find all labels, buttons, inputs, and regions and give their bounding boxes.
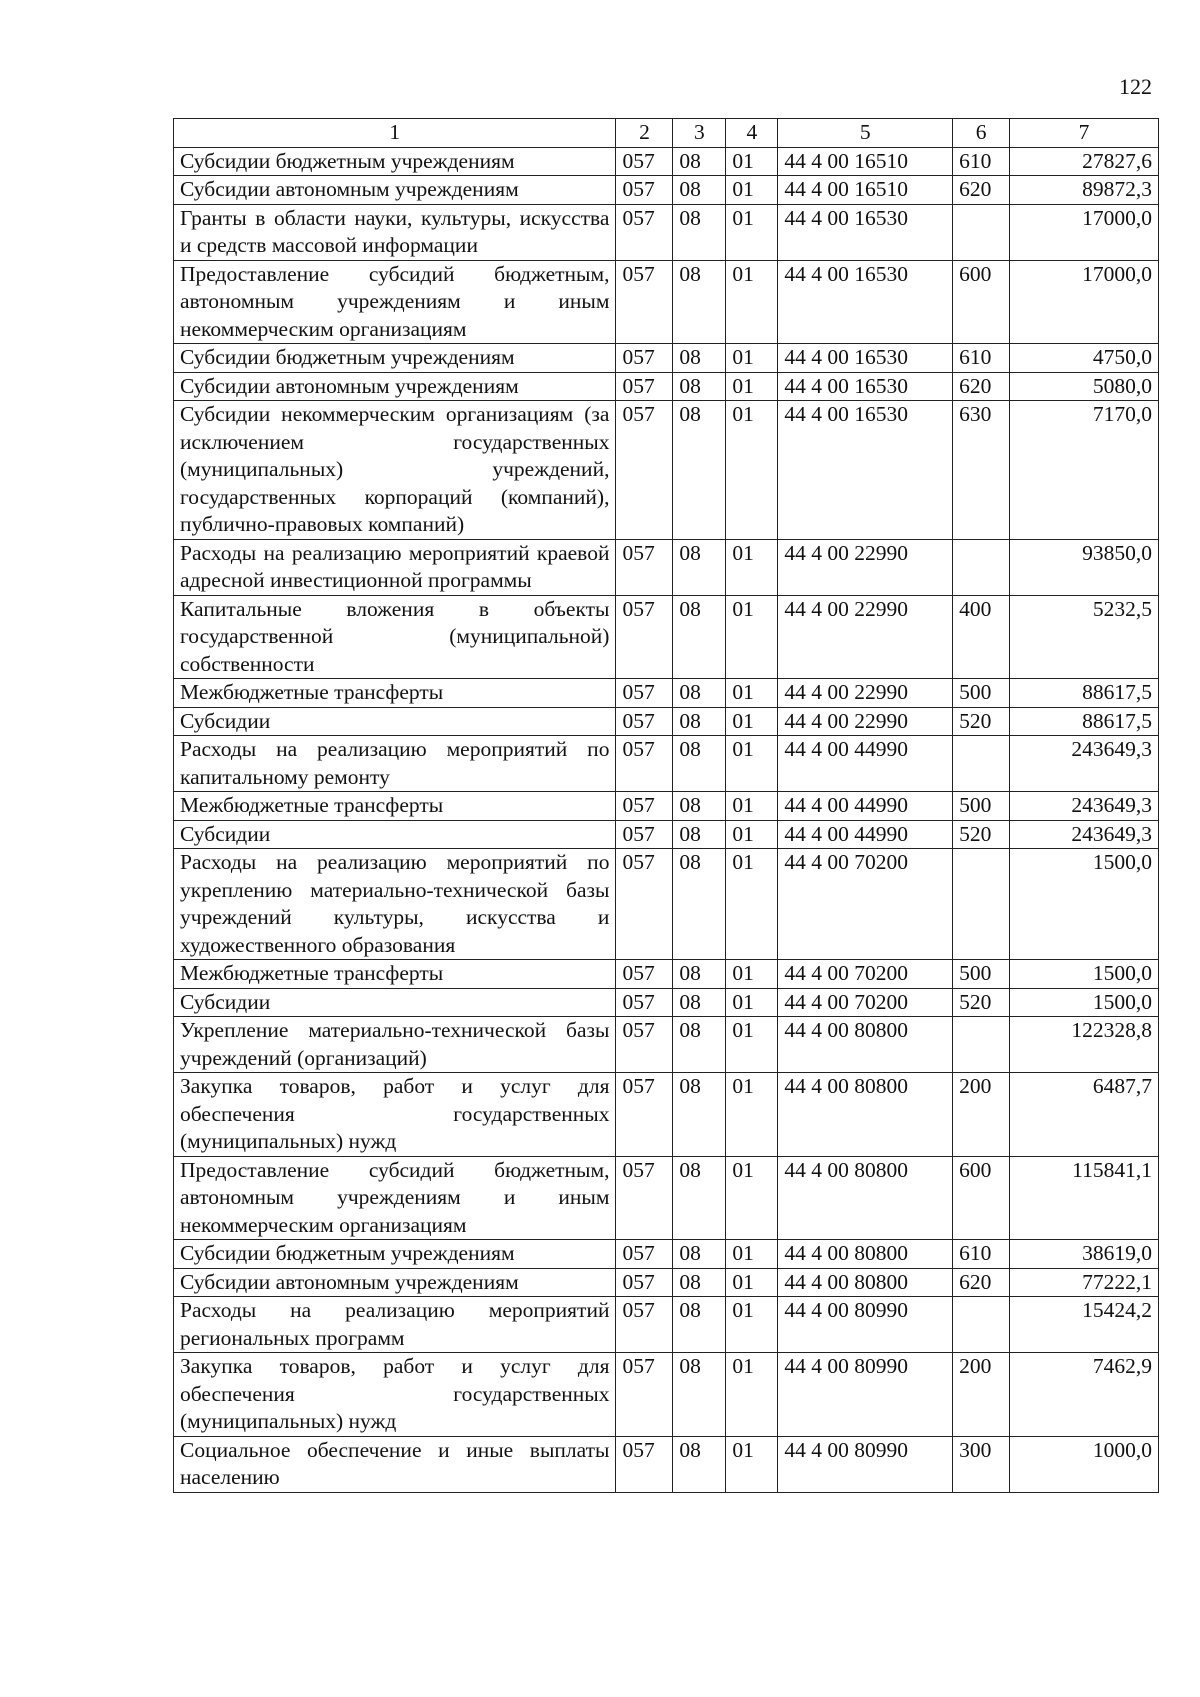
row-ministry-code: 057 — [616, 372, 673, 401]
row-section-code: 08 — [673, 344, 726, 373]
row-section-code: 08 — [673, 960, 726, 989]
table-row — [174, 792, 1159, 821]
row-expense-type — [953, 1017, 1010, 1073]
table-row — [174, 1240, 1159, 1269]
row-expense-type: 500 — [953, 960, 1010, 989]
row-target-article: 44 4 00 22990 — [778, 539, 953, 595]
table-row — [174, 679, 1159, 708]
row-expense-type: 630 — [953, 401, 1010, 540]
row-subsection-code: 01 — [726, 820, 778, 849]
row-name: Предоставление субсидий бюджетным, автономным учреждениям и иным некоммерческим организациям — [174, 260, 616, 344]
row-section-code: 08 — [673, 1017, 726, 1073]
table-row — [174, 849, 1159, 960]
row-name: Капитальные вложения в объекты государственной (муниципальной) собственности — [174, 595, 616, 679]
row-section-code: 08 — [673, 988, 726, 1017]
table-row — [174, 401, 1159, 540]
row-expense-type — [953, 1297, 1010, 1353]
header-col-2: 2 — [616, 119, 673, 148]
row-name: Социальное обеспечение и иные выплаты населению — [174, 1436, 616, 1492]
row-amount: 115841,1 — [1010, 1156, 1159, 1240]
page-number: 122 — [1119, 74, 1152, 99]
table-row — [174, 736, 1159, 792]
row-name: Субсидии автономным учреждениям — [174, 372, 616, 401]
row-subsection-code: 01 — [726, 260, 778, 344]
row-ministry-code: 057 — [616, 1297, 673, 1353]
budget-table — [173, 118, 1159, 1493]
row-target-article: 44 4 00 44990 — [778, 792, 953, 821]
row-subsection-code: 01 — [726, 707, 778, 736]
header-col-7: 7 — [1010, 119, 1159, 148]
row-ministry-code: 057 — [616, 595, 673, 679]
header-col-4: 4 — [726, 119, 778, 148]
row-name: Межбюджетные трансферты — [174, 960, 616, 989]
row-name: Субсидии некоммерческим организациям (за исключением государственных (муниципальных) учреждений, государственных корпораций (компаний), публично-правовых компаний) — [174, 401, 616, 540]
row-name: Субсидии — [174, 820, 616, 849]
row-expense-type: 300 — [953, 1436, 1010, 1492]
table-row — [174, 176, 1159, 205]
table-header-row — [174, 119, 1159, 148]
row-amount: 15424,2 — [1010, 1297, 1159, 1353]
row-amount: 17000,0 — [1010, 260, 1159, 344]
row-section-code: 08 — [673, 736, 726, 792]
row-expense-type: 620 — [953, 176, 1010, 205]
row-expense-type: 620 — [953, 1268, 1010, 1297]
row-subsection-code: 01 — [726, 344, 778, 373]
row-section-code: 08 — [673, 1353, 726, 1437]
row-subsection-code: 01 — [726, 1017, 778, 1073]
row-expense-type: 500 — [953, 679, 1010, 708]
row-target-article: 44 4 00 80800 — [778, 1240, 953, 1269]
row-expense-type — [953, 849, 1010, 960]
row-target-article: 44 4 00 80800 — [778, 1017, 953, 1073]
row-name: Расходы на реализацию мероприятий по укреплению материально-технической базы учреждений культуры, искусства и художественного образования — [174, 849, 616, 960]
row-ministry-code: 057 — [616, 176, 673, 205]
row-subsection-code: 01 — [726, 1353, 778, 1437]
row-subsection-code: 01 — [726, 792, 778, 821]
row-amount: 7170,0 — [1010, 401, 1159, 540]
row-expense-type: 600 — [953, 260, 1010, 344]
row-subsection-code: 01 — [726, 204, 778, 260]
row-target-article: 44 4 00 16530 — [778, 260, 953, 344]
row-subsection-code: 01 — [726, 849, 778, 960]
row-name: Субсидии автономным учреждениям — [174, 176, 616, 205]
row-ministry-code: 057 — [616, 1156, 673, 1240]
row-ministry-code: 057 — [616, 1436, 673, 1492]
row-name: Закупка товаров, работ и услуг для обеспечения государственных (муниципальных) нужд — [174, 1073, 616, 1157]
row-amount: 88617,5 — [1010, 707, 1159, 736]
row-subsection-code: 01 — [726, 1240, 778, 1269]
table-row — [174, 1297, 1159, 1353]
row-target-article: 44 4 00 80990 — [778, 1297, 953, 1353]
row-target-article: 44 4 00 80800 — [778, 1073, 953, 1157]
row-ministry-code: 057 — [616, 1073, 673, 1157]
row-expense-type: 200 — [953, 1353, 1010, 1437]
row-name: Субсидии автономным учреждениям — [174, 1268, 616, 1297]
row-target-article: 44 4 00 22990 — [778, 595, 953, 679]
row-ministry-code: 057 — [616, 707, 673, 736]
row-section-code: 08 — [673, 849, 726, 960]
row-subsection-code: 01 — [726, 1297, 778, 1353]
row-amount: 77222,1 — [1010, 1268, 1159, 1297]
table-row — [174, 344, 1159, 373]
row-expense-type: 520 — [953, 988, 1010, 1017]
row-subsection-code: 01 — [726, 595, 778, 679]
row-target-article: 44 4 00 16530 — [778, 204, 953, 260]
row-section-code: 08 — [673, 1240, 726, 1269]
row-amount: 5080,0 — [1010, 372, 1159, 401]
row-expense-type: 200 — [953, 1073, 1010, 1157]
header-col-3: 3 — [673, 119, 726, 148]
row-section-code: 08 — [673, 204, 726, 260]
row-section-code: 08 — [673, 679, 726, 708]
row-expense-type — [953, 204, 1010, 260]
row-name: Субсидии бюджетным учреждениям — [174, 1240, 616, 1269]
row-target-article: 44 4 00 16530 — [778, 401, 953, 540]
row-target-article: 44 4 00 44990 — [778, 736, 953, 792]
table-row — [174, 1268, 1159, 1297]
row-name: Укрепление материально-технической базы учреждений (организаций) — [174, 1017, 616, 1073]
row-amount: 243649,3 — [1010, 736, 1159, 792]
row-ministry-code: 057 — [616, 820, 673, 849]
row-amount: 1000,0 — [1010, 1436, 1159, 1492]
row-ministry-code: 057 — [616, 1268, 673, 1297]
row-name: Межбюджетные трансферты — [174, 792, 616, 821]
table-row — [174, 372, 1159, 401]
row-expense-type: 610 — [953, 1240, 1010, 1269]
row-ministry-code: 057 — [616, 147, 673, 176]
row-name: Субсидии бюджетным учреждениям — [174, 147, 616, 176]
row-section-code: 08 — [673, 260, 726, 344]
row-target-article: 44 4 00 16510 — [778, 176, 953, 205]
row-subsection-code: 01 — [726, 176, 778, 205]
row-subsection-code: 01 — [726, 372, 778, 401]
row-subsection-code: 01 — [726, 147, 778, 176]
row-target-article: 44 4 00 80800 — [778, 1156, 953, 1240]
row-amount: 243649,3 — [1010, 792, 1159, 821]
row-expense-type: 520 — [953, 820, 1010, 849]
row-subsection-code: 01 — [726, 1156, 778, 1240]
row-expense-type: 610 — [953, 147, 1010, 176]
header-col-5: 5 — [778, 119, 953, 148]
row-amount: 93850,0 — [1010, 539, 1159, 595]
table-row — [174, 707, 1159, 736]
row-ministry-code: 057 — [616, 204, 673, 260]
row-section-code: 08 — [673, 792, 726, 821]
row-name: Расходы на реализацию мероприятий региональных программ — [174, 1297, 616, 1353]
row-amount: 38619,0 — [1010, 1240, 1159, 1269]
row-target-article: 44 4 00 80990 — [778, 1436, 953, 1492]
row-section-code: 08 — [673, 707, 726, 736]
row-name: Расходы на реализацию мероприятий по капитальному ремонту — [174, 736, 616, 792]
row-amount: 6487,7 — [1010, 1073, 1159, 1157]
row-subsection-code: 01 — [726, 1073, 778, 1157]
row-target-article: 44 4 00 80990 — [778, 1353, 953, 1437]
row-target-article: 44 4 00 70200 — [778, 988, 953, 1017]
row-name: Гранты в области науки, культуры, искусства и средств массовой информации — [174, 204, 616, 260]
row-section-code: 08 — [673, 147, 726, 176]
row-amount: 122328,8 — [1010, 1017, 1159, 1073]
row-ministry-code: 057 — [616, 1017, 673, 1073]
row-section-code: 08 — [673, 1297, 726, 1353]
row-amount: 5232,5 — [1010, 595, 1159, 679]
row-target-article: 44 4 00 22990 — [778, 707, 953, 736]
row-target-article: 44 4 00 16530 — [778, 372, 953, 401]
row-target-article: 44 4 00 80800 — [778, 1268, 953, 1297]
row-target-article: 44 4 00 44990 — [778, 820, 953, 849]
table-row — [174, 820, 1159, 849]
row-amount: 1500,0 — [1010, 988, 1159, 1017]
row-ministry-code: 057 — [616, 401, 673, 540]
table-row — [174, 1156, 1159, 1240]
row-expense-type: 520 — [953, 707, 1010, 736]
row-name: Межбюджетные трансферты — [174, 679, 616, 708]
table-row — [174, 595, 1159, 679]
row-subsection-code: 01 — [726, 679, 778, 708]
row-ministry-code: 057 — [616, 988, 673, 1017]
row-ministry-code: 057 — [616, 539, 673, 595]
table-row — [174, 988, 1159, 1017]
row-ministry-code: 057 — [616, 960, 673, 989]
row-subsection-code: 01 — [726, 539, 778, 595]
table-row — [174, 539, 1159, 595]
table-row — [174, 147, 1159, 176]
table-body — [174, 119, 1159, 1493]
row-ministry-code: 057 — [616, 1240, 673, 1269]
row-section-code: 08 — [673, 820, 726, 849]
table-row — [174, 1017, 1159, 1073]
row-amount: 89872,3 — [1010, 176, 1159, 205]
row-expense-type — [953, 736, 1010, 792]
row-section-code: 08 — [673, 176, 726, 205]
row-amount: 1500,0 — [1010, 849, 1159, 960]
row-section-code: 08 — [673, 401, 726, 540]
row-target-article: 44 4 00 22990 — [778, 679, 953, 708]
header-col-6: 6 — [953, 119, 1010, 148]
row-name: Предоставление субсидий бюджетным, автономным учреждениям и иным некоммерческим организациям — [174, 1156, 616, 1240]
row-subsection-code: 01 — [726, 988, 778, 1017]
row-amount: 7462,9 — [1010, 1353, 1159, 1437]
row-amount: 27827,6 — [1010, 147, 1159, 176]
row-target-article: 44 4 00 70200 — [778, 960, 953, 989]
row-section-code: 08 — [673, 1156, 726, 1240]
row-expense-type: 400 — [953, 595, 1010, 679]
row-expense-type: 610 — [953, 344, 1010, 373]
row-section-code: 08 — [673, 1268, 726, 1297]
row-ministry-code: 057 — [616, 1353, 673, 1437]
row-amount: 88617,5 — [1010, 679, 1159, 708]
row-name: Субсидии бюджетным учреждениям — [174, 344, 616, 373]
row-expense-type: 620 — [953, 372, 1010, 401]
row-section-code: 08 — [673, 1436, 726, 1492]
row-amount: 243649,3 — [1010, 820, 1159, 849]
row-target-article: 44 4 00 70200 — [778, 849, 953, 960]
header-col-1: 1 — [174, 119, 616, 148]
row-subsection-code: 01 — [726, 401, 778, 540]
row-name: Расходы на реализацию мероприятий краевой адресной инвестиционной программы — [174, 539, 616, 595]
row-section-code: 08 — [673, 539, 726, 595]
table-row — [174, 1073, 1159, 1157]
row-ministry-code: 057 — [616, 260, 673, 344]
row-ministry-code: 057 — [616, 679, 673, 708]
row-name: Закупка товаров, работ и услуг для обеспечения государственных (муниципальных) нужд — [174, 1353, 616, 1437]
row-expense-type: 500 — [953, 792, 1010, 821]
row-ministry-code: 057 — [616, 344, 673, 373]
row-amount: 17000,0 — [1010, 204, 1159, 260]
row-expense-type: 600 — [953, 1156, 1010, 1240]
row-amount: 4750,0 — [1010, 344, 1159, 373]
table-row — [174, 960, 1159, 989]
row-name: Субсидии — [174, 988, 616, 1017]
row-target-article: 44 4 00 16530 — [778, 344, 953, 373]
row-amount: 1500,0 — [1010, 960, 1159, 989]
row-ministry-code: 057 — [616, 849, 673, 960]
row-expense-type — [953, 539, 1010, 595]
row-section-code: 08 — [673, 595, 726, 679]
row-ministry-code: 057 — [616, 736, 673, 792]
table-row — [174, 204, 1159, 260]
row-ministry-code: 057 — [616, 792, 673, 821]
table-row — [174, 1436, 1159, 1492]
row-subsection-code: 01 — [726, 1268, 778, 1297]
row-target-article: 44 4 00 16510 — [778, 147, 953, 176]
table-row — [174, 1353, 1159, 1437]
row-subsection-code: 01 — [726, 1436, 778, 1492]
row-subsection-code: 01 — [726, 960, 778, 989]
row-section-code: 08 — [673, 372, 726, 401]
table-row — [174, 260, 1159, 344]
row-section-code: 08 — [673, 1073, 726, 1157]
row-subsection-code: 01 — [726, 736, 778, 792]
row-name: Субсидии — [174, 707, 616, 736]
